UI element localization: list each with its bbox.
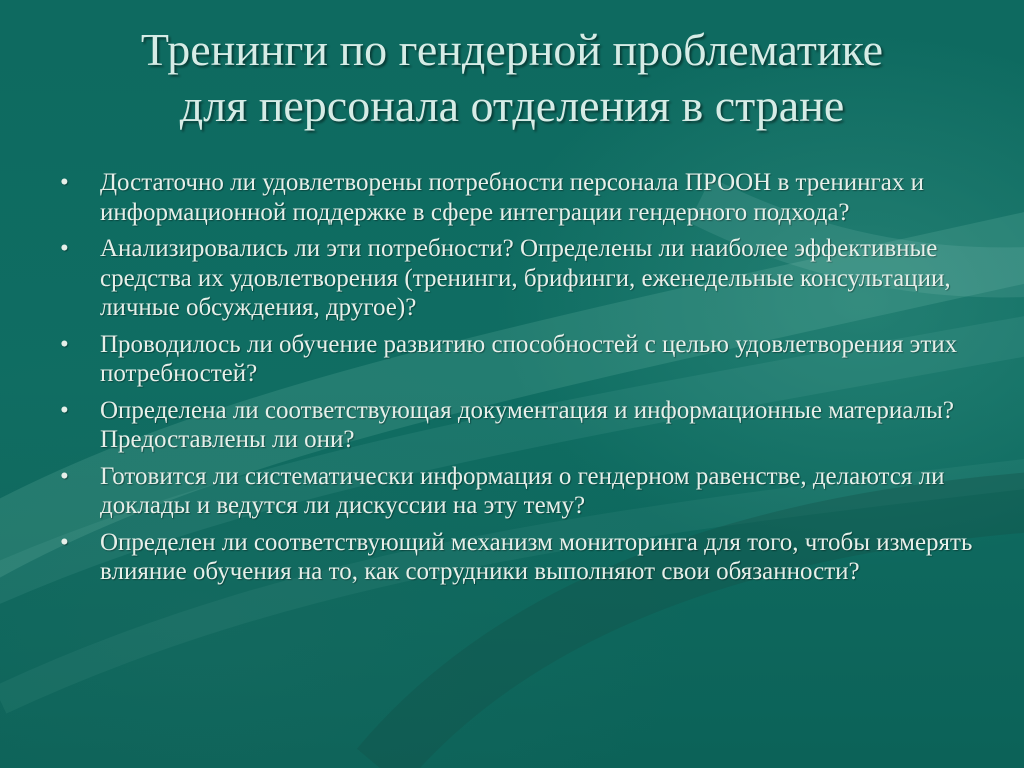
slide-title-line-2: для персонала отделения в стране bbox=[179, 80, 845, 131]
bullet-text: Определена ли соответствующая документация и информационные материалы? Предоставлены ли они? bbox=[100, 396, 954, 453]
bullet-item-2 bbox=[60, 234, 980, 323]
slide-title-line-1: Тренинги по гендерной проблематике bbox=[140, 24, 884, 75]
bullet-list bbox=[60, 168, 980, 594]
bullet-icon: • bbox=[60, 462, 69, 490]
bullet-icon: • bbox=[60, 169, 69, 196]
bullet-icon: • bbox=[60, 330, 69, 358]
bullet-item-3 bbox=[60, 330, 980, 389]
bullet-text: Проводилось ли обучение развитию способностей с целью удовлетворения этих потребностей? bbox=[100, 330, 958, 387]
bullet-icon: • bbox=[60, 528, 69, 556]
bullet-text: Достаточно ли удовлетворены потребности персонала ПРООН в тренингах и информационной поддержке в сфере интеграции гендерного подхода? bbox=[100, 169, 924, 226]
bullet-text: Готовится ли систематически информация о гендерном равенстве, делаются ли доклады и ведутся ли дискуссии на эту тему? bbox=[100, 462, 945, 519]
bullet-item-5 bbox=[60, 462, 980, 521]
bullet-text: Анализировались ли эти потребности? Определены ли наиболее эффективные средства их удовлетворения (тренинги, брифинги, еженедельные консультации, личные обсуждения, другое)? bbox=[100, 235, 951, 321]
bullet-text: Определен ли соответствующий механизм мониторинга для того, чтобы измерять влияние обучения на то, как сотрудники выполняют свои обязанности? bbox=[100, 528, 973, 585]
slide-title bbox=[40, 22, 984, 134]
bullet-item-1 bbox=[60, 168, 980, 227]
bullet-icon: • bbox=[60, 396, 69, 424]
bullet-item-4 bbox=[60, 396, 980, 455]
bullet-item-6 bbox=[60, 528, 980, 587]
bullet-icon: • bbox=[60, 235, 69, 262]
